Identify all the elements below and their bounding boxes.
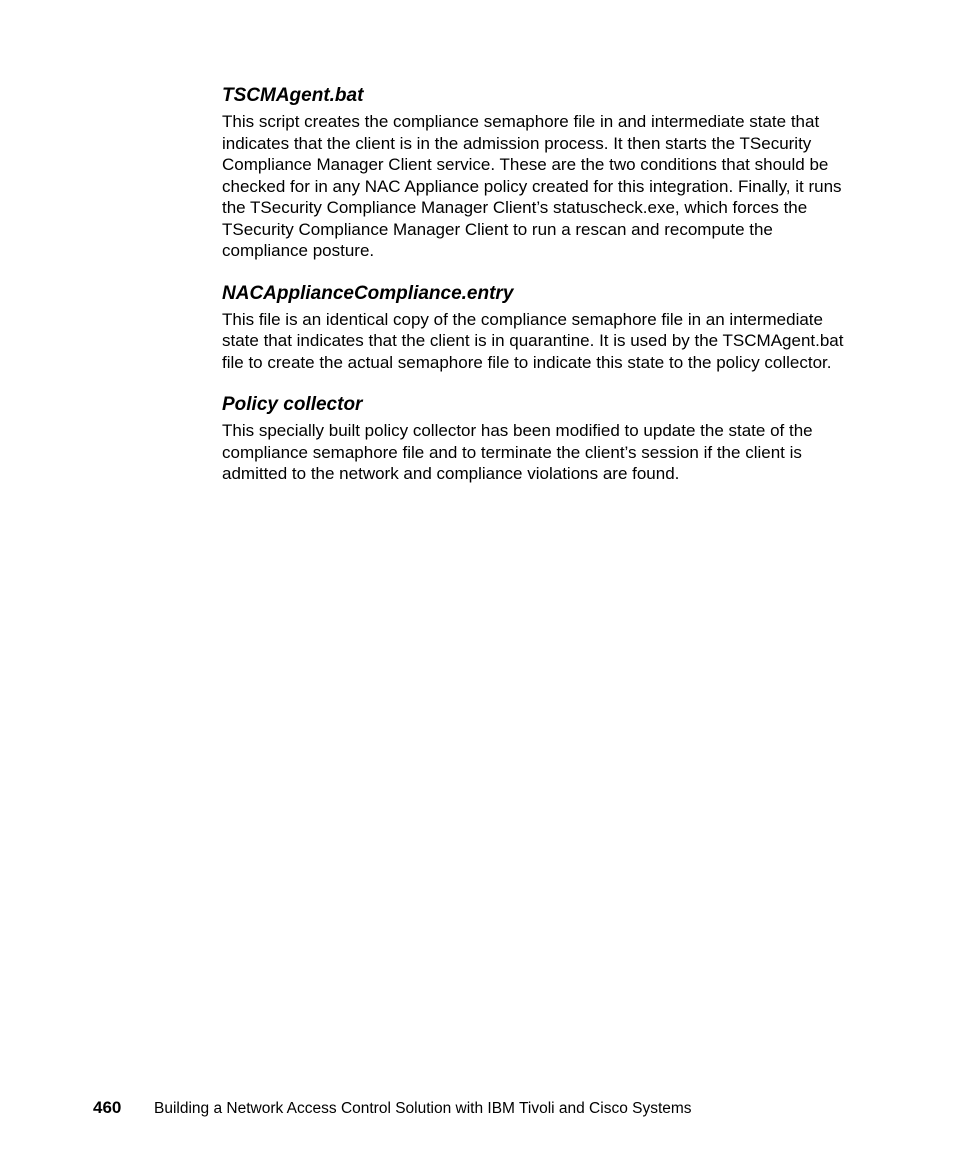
section-heading: TSCMAgent.bat xyxy=(222,85,364,106)
book-title: Building a Network Access Control Solution with IBM Tivoli and Cisco Systems xyxy=(154,1100,692,1117)
page-number: 460 xyxy=(93,1098,122,1117)
section-policy-collector xyxy=(222,393,862,485)
section-tscmagent-bat xyxy=(222,84,862,262)
page-content xyxy=(222,84,862,505)
section-paragraph: This specially built policy collector has been modified to update the state of the compliance semaphore file and to terminate the client’s session if the client is admitted to the network and compliance violations are found. xyxy=(222,421,813,483)
section-nac-appliance-compliance-entry xyxy=(222,282,862,374)
section-paragraph: This script creates the compliance semaphore file in and intermediate state that indicates that the client is in the admission process. It then starts the TSecurity Compliance Manager Client service. These are the two conditions that should be checked for in any NAC Appliance policy created for this integration. Finally, it runs the TSecurity Compliance Manager Client’s statuscheck.exe, which forces the TSecurity Compliance Manager Client to run a rescan and recompute the compliance posture. xyxy=(222,112,842,260)
section-paragraph: This file is an identical copy of the compliance semaphore file in an intermediate state that indicates that the client is in quarantine. It is used by the TSCMAgent.bat file to create the actual semaphore file to indicate this state to the policy collector. xyxy=(222,309,844,372)
page-footer xyxy=(93,1098,692,1118)
section-heading: NACApplianceCompliance.entry xyxy=(222,282,514,304)
section-heading: Policy collector xyxy=(222,394,363,415)
